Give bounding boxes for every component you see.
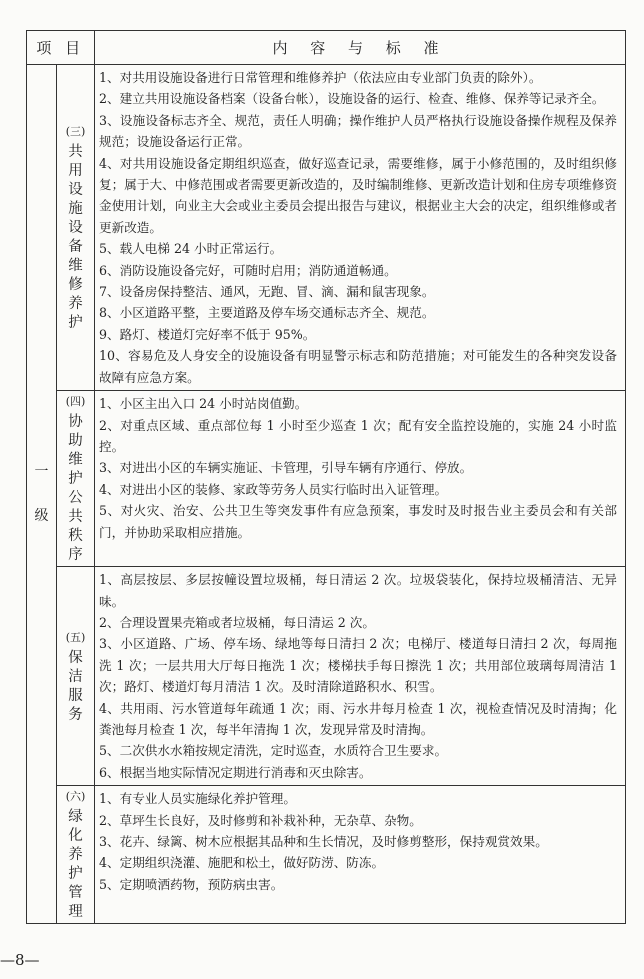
section-title: 协助维护公共秩序 bbox=[68, 414, 83, 564]
standard-item: 5、载人电梯 24 小时正常运行。 bbox=[99, 241, 283, 257]
section-title: 共用设施设备维修养护 bbox=[68, 144, 83, 332]
standard-item: 5、对火灾、治安、公共卫生等突发事件有应急预案，事发时及时报告业主委员会和有关部门，并协助采取相应措施。 bbox=[99, 503, 617, 540]
standards-table bbox=[26, 30, 626, 924]
standard-item: 3、对进出小区的车辆实施证、卡管理，引导车辆有序通行、停放。 bbox=[99, 460, 473, 476]
standard-item: 6、消防设施设备完好，可随时启用；消防通道畅通。 bbox=[99, 262, 397, 278]
standard-item: 6、根据当地实际情况定期进行消毒和灭虫除害。 bbox=[99, 764, 372, 780]
standard-item: 10、容易危及人身安全的设施设备有明显警示标志和防范措施；对可能发生的各种突发设备故障有应急方案。 bbox=[99, 348, 617, 385]
standard-item: 4、定期组织浇灌、施肥和松土，做好防涝、防冻。 bbox=[99, 855, 385, 871]
standard-item: 4、对进出小区的装修、家政等劳务人员实行临时出入证管理。 bbox=[99, 481, 448, 497]
section-items-cell bbox=[95, 391, 626, 567]
standard-item: 2、合理设置果壳箱或者垃圾桶，每日清运 2 次。 bbox=[99, 614, 375, 630]
section-row bbox=[27, 391, 626, 567]
section-items-cell bbox=[95, 65, 626, 391]
standard-item: 1、小区主出入口 24 小时站岗值勤。 bbox=[99, 396, 308, 412]
section-items-cell bbox=[95, 786, 626, 924]
standard-item: 3、小区道路、广场、停车场、绿地等每日清扫 2 次；电梯厅、楼道每日清扫 2 次，每周拖洗 1 次；一层共用大厅每日拖洗 1 次；楼梯扶手每日擦洗 1 次；共用部位玻璃每周清洁 1 次；路灯、楼道灯每月清洁 1 次。及时清除道路积水、积雪。 bbox=[99, 636, 617, 695]
standard-item: 3、设施设备标志齐全、规范，责任人明确；操作维护人员严格执行设施设备操作规程及保养规范；设施设备运行正常。 bbox=[99, 112, 617, 150]
standard-item: 2、建立共用设施设备档案（设备台帐），设施设备的运行、检查、维修、保养等记录齐全。 bbox=[99, 91, 605, 107]
level-cell bbox=[27, 65, 57, 924]
standard-item: 7、设备房保持整洁、通风，无跑、冒、滴、漏和鼠害现象。 bbox=[99, 284, 435, 300]
section-number: (六) bbox=[65, 790, 86, 804]
section-number: (三) bbox=[65, 125, 86, 139]
header-item: 项 目 bbox=[27, 31, 95, 65]
standard-item: 8、小区道路平整，主要道路及停车场交通标志齐全、规范。 bbox=[99, 305, 435, 321]
section-title-cell bbox=[57, 65, 95, 391]
table-header-row bbox=[27, 31, 626, 65]
section-title: 绿化养护管理 bbox=[68, 809, 83, 921]
section-row bbox=[27, 567, 626, 786]
section-title-cell bbox=[57, 786, 95, 924]
page-number: —8— bbox=[0, 951, 40, 969]
standard-item: 9、路灯、楼道灯完好率不低于 95%。 bbox=[99, 326, 316, 342]
standard-item: 2、草坪生长良好，及时修剪和补栽补种，无杂草、杂物。 bbox=[99, 812, 422, 828]
section-title-cell bbox=[57, 391, 95, 567]
standard-item: 1、有专业人员实施绿化养护管理。 bbox=[99, 791, 296, 807]
level-label: 一级 bbox=[34, 464, 49, 525]
table-body bbox=[27, 65, 626, 924]
section-number: (四) bbox=[65, 395, 86, 409]
standard-item: 5、定期喷洒药物，预防病虫害。 bbox=[99, 876, 284, 892]
standards-table-container bbox=[26, 30, 626, 924]
section-title: 保洁服务 bbox=[68, 649, 83, 723]
standard-item: 5、二次供水水箱按规定清洗，定时巡查，水质符合卫生要求。 bbox=[99, 743, 448, 759]
standard-item: 4、共用雨、污水管道每年疏通 1 次；雨、污水井每月检查 1 次，视检查情况及时清掏；化粪池每月检查 1 次，每半年清掏 1 次，发现异常及时清掏。 bbox=[99, 700, 617, 737]
section-row bbox=[27, 65, 626, 391]
standard-item: 1、对共用设施设备进行日常管理和维修养护（依法应由专业部门负责的除外）。 bbox=[99, 70, 542, 85]
section-number: (五) bbox=[65, 630, 86, 644]
header-content: 内 容 与 标 准 bbox=[95, 31, 626, 65]
standard-item: 3、花卉、绿篱、树木应根据其品种和生长情况，及时修剪整形，保持观赏效果。 bbox=[99, 833, 548, 849]
section-items-cell bbox=[95, 567, 626, 786]
standard-item: 1、高层按层、多层按幢设置垃圾桶，每日清运 2 次。垃圾袋装化，保持垃圾桶清洁、无异味。 bbox=[99, 572, 617, 609]
standard-item: 4、对共用设施设备定期组织巡查，做好巡查记录，需要维修，属于小修范围的，及时组织修复；属于大、中修范围或者需要更新改造的，及时编制维修、更新改造计划和住房专项维修资金使用计划，向业主大会或业主委员会提出报告与建议，根据业主大会的决定，组织维修或者更新改造。 bbox=[99, 155, 617, 235]
section-title-cell bbox=[57, 567, 95, 786]
standard-item: 2、对重点区域、重点部位每 1 小时至少巡查 1 次；配有安全监控设施的，实施 24 小时监控。 bbox=[99, 417, 617, 454]
section-row bbox=[27, 786, 626, 924]
